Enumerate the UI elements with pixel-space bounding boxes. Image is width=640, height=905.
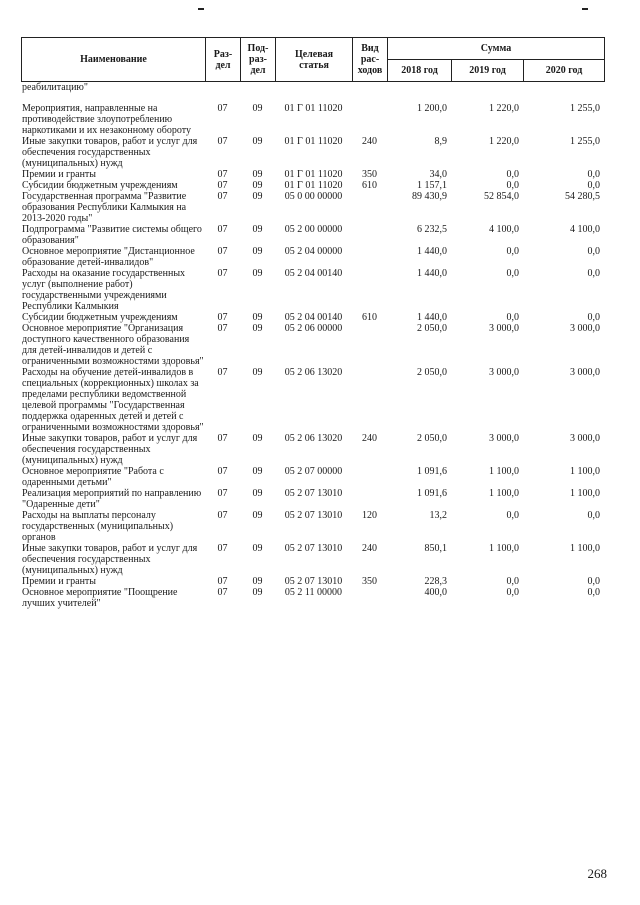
row-podrazdel: 09 xyxy=(252,246,263,257)
row-sum-2019: 3 000,0 xyxy=(489,323,519,334)
row-sum-2019: 0,0 xyxy=(506,510,519,521)
row-expense-type: 240 xyxy=(362,543,377,554)
row-target-article: 05 2 07 13010 xyxy=(284,510,343,521)
row-sum-2018: 1 091,6 xyxy=(417,466,447,477)
row-sum-2018: 1 091,6 xyxy=(417,488,447,499)
row-target-article: 05 2 06 13020 xyxy=(284,433,343,444)
carry-over-text: реабилитацию" xyxy=(22,82,88,93)
row-target-article: 05 2 04 00140 xyxy=(284,312,343,323)
header-summa: Сумма xyxy=(388,38,605,60)
row-sum-2019: 1 220,0 xyxy=(489,103,519,114)
row-name: Государственная программа "Развитие образования Республики Калмыкия на 2013-2020 годы" xyxy=(22,191,187,224)
row-name: Основное мероприятие "Организация доступного качественного образования для детей-инвалидов и детей с ограниченными возможностями здоровья" xyxy=(22,323,204,367)
row-sum-2019: 0,0 xyxy=(506,246,519,257)
carry-over-row xyxy=(21,82,604,93)
row-sum-2020: 54 280,5 xyxy=(565,191,600,202)
row-expense-type xyxy=(352,224,387,246)
row-podrazdel: 09 xyxy=(252,323,263,334)
row-podrazdel: 09 xyxy=(252,488,263,499)
row-sum-2018: 1 157,1 xyxy=(417,180,447,191)
row-sum-2020: 0,0 xyxy=(587,587,600,598)
row-sum-2019: 0,0 xyxy=(506,169,519,180)
row-sum-2018: 2 050,0 xyxy=(417,367,447,378)
row-name: Премии и гранты xyxy=(22,169,97,180)
row-sum-2020: 4 100,0 xyxy=(570,224,600,235)
header-target: Целевая статья xyxy=(276,38,353,82)
row-sum-2019: 1 100,0 xyxy=(489,488,519,499)
row-name: Мероприятия, направленные на противодействие злоупотреблению наркотиками и их незаконному обороту xyxy=(22,103,191,136)
row-razdel: 07 xyxy=(217,312,228,323)
row-expense-type xyxy=(352,367,387,433)
row-sum-2019: 3 000,0 xyxy=(489,433,519,444)
row-podrazdel: 09 xyxy=(252,543,263,554)
row-name: Подпрограмма "Развитие системы общего образования" xyxy=(22,224,202,246)
row-razdel: 07 xyxy=(217,466,228,477)
row-razdel: 07 xyxy=(217,169,228,180)
row-name: Основное мероприятие "Работа с одаренными детьми" xyxy=(22,466,164,488)
table-body xyxy=(21,103,604,609)
row-razdel: 07 xyxy=(217,268,228,279)
table-row xyxy=(21,323,604,367)
table-row xyxy=(21,191,604,224)
header-2020: 2020 год xyxy=(524,60,605,82)
row-razdel: 07 xyxy=(217,587,228,598)
row-podrazdel: 09 xyxy=(252,433,263,444)
row-name: Иные закупки товаров, работ и услуг для обеспечения государственных (муниципальных) нужд xyxy=(22,433,198,466)
table-row xyxy=(21,180,604,191)
row-razdel: 07 xyxy=(217,543,228,554)
table-row xyxy=(21,169,604,180)
table-row xyxy=(21,136,604,169)
row-expense-type xyxy=(352,191,387,224)
row-expense-type xyxy=(352,323,387,367)
row-target-article: 05 2 04 00000 xyxy=(284,246,343,257)
row-podrazdel: 09 xyxy=(252,180,263,191)
row-sum-2018: 1 440,0 xyxy=(417,268,447,279)
row-razdel: 07 xyxy=(217,180,228,191)
row-sum-2019: 0,0 xyxy=(506,268,519,279)
row-sum-2020: 0,0 xyxy=(587,312,600,323)
row-sum-2020: 3 000,0 xyxy=(570,323,600,334)
row-sum-2020: 0,0 xyxy=(587,246,600,257)
row-podrazdel: 09 xyxy=(252,268,263,279)
table-row xyxy=(21,103,604,136)
row-sum-2019: 1 220,0 xyxy=(489,136,519,147)
row-podrazdel: 09 xyxy=(252,367,263,378)
row-podrazdel: 09 xyxy=(252,510,263,521)
header-2019: 2019 год xyxy=(452,60,524,82)
row-sum-2018: 400,0 xyxy=(424,587,447,598)
row-podrazdel: 09 xyxy=(252,169,263,180)
table-row xyxy=(21,312,604,323)
row-expense-type: 350 xyxy=(362,169,377,180)
row-sum-2020: 0,0 xyxy=(587,180,600,191)
table-row xyxy=(21,433,604,466)
row-sum-2018: 2 050,0 xyxy=(417,433,447,444)
table-row xyxy=(21,246,604,268)
row-target-article: 01 Г 01 11020 xyxy=(284,103,343,114)
table-row xyxy=(21,587,604,609)
table-row xyxy=(21,576,604,587)
row-expense-type: 610 xyxy=(362,180,377,191)
table-row xyxy=(21,466,604,488)
row-target-article: 05 2 07 13010 xyxy=(284,488,343,499)
row-sum-2018: 34,0 xyxy=(429,169,447,180)
row-sum-2018: 1 440,0 xyxy=(417,312,447,323)
table-row xyxy=(21,367,604,433)
row-sum-2019: 0,0 xyxy=(506,180,519,191)
top-mark-right xyxy=(582,8,588,10)
row-target-article: 05 2 04 00140 xyxy=(284,268,343,279)
row-razdel: 07 xyxy=(217,191,228,202)
row-name: Основное мероприятие "Поощрение лучших учителей" xyxy=(22,587,178,609)
table-row xyxy=(21,224,604,246)
row-razdel: 07 xyxy=(217,246,228,257)
row-target-article: 05 2 00 00000 xyxy=(284,224,343,235)
row-sum-2018: 6 232,5 xyxy=(417,224,447,235)
row-sum-2018: 89 430,9 xyxy=(412,191,447,202)
row-podrazdel: 09 xyxy=(252,587,263,598)
row-expense-type: 350 xyxy=(362,576,377,587)
row-razdel: 07 xyxy=(217,224,228,235)
header-name: Наименование xyxy=(22,38,206,82)
header-2018: 2018 год xyxy=(388,60,452,82)
row-podrazdel: 09 xyxy=(252,136,263,147)
row-sum-2019: 4 100,0 xyxy=(489,224,519,235)
header-razdel: Раз- дел xyxy=(206,38,241,82)
table-header xyxy=(21,37,605,82)
row-sum-2020: 1 255,0 xyxy=(570,103,600,114)
row-sum-2019: 52 854,0 xyxy=(484,191,519,202)
row-name: Основное мероприятие "Дистанционное образование детей-инвалидов" xyxy=(22,246,195,268)
row-expense-type: 120 xyxy=(362,510,377,521)
row-target-article: 05 2 07 13010 xyxy=(284,543,343,554)
row-target-article: 05 2 06 00000 xyxy=(284,323,343,334)
row-sum-2018: 13,2 xyxy=(429,510,447,521)
row-sum-2019: 0,0 xyxy=(506,576,519,587)
row-expense-type xyxy=(352,466,387,488)
row-target-article: 01 Г 01 11020 xyxy=(284,169,343,180)
row-sum-2020: 1 100,0 xyxy=(570,488,600,499)
row-sum-2019: 1 100,0 xyxy=(489,466,519,477)
row-razdel: 07 xyxy=(217,488,228,499)
row-expense-type: 240 xyxy=(362,136,377,147)
row-name: Иные закупки товаров, работ и услуг для обеспечения государственных (муниципальных) нужд xyxy=(22,543,198,576)
row-razdel: 07 xyxy=(217,103,228,114)
row-sum-2018: 1 200,0 xyxy=(417,103,447,114)
row-expense-type xyxy=(352,587,387,609)
budget-table-page xyxy=(21,37,604,609)
row-sum-2020: 1 255,0 xyxy=(570,136,600,147)
row-sum-2020: 0,0 xyxy=(587,169,600,180)
row-razdel: 07 xyxy=(217,367,228,378)
row-expense-type xyxy=(352,246,387,268)
row-razdel: 07 xyxy=(217,576,228,587)
page-number: 268 xyxy=(587,866,607,881)
row-target-article: 01 Г 01 11020 xyxy=(284,180,343,191)
header-podrazdel: Под- раз- дел xyxy=(241,38,276,82)
row-sum-2018: 2 050,0 xyxy=(417,323,447,334)
row-razdel: 07 xyxy=(217,510,228,521)
row-sum-2019: 0,0 xyxy=(506,312,519,323)
row-name: Субсидии бюджетным учреждениям xyxy=(22,312,178,323)
row-podrazdel: 09 xyxy=(252,466,263,477)
row-podrazdel: 09 xyxy=(252,312,263,323)
row-podrazdel: 09 xyxy=(252,103,263,114)
top-mark-left xyxy=(198,8,204,10)
row-sum-2018: 228,3 xyxy=(424,576,447,587)
table-row xyxy=(21,268,604,312)
row-sum-2018: 8,9 xyxy=(434,136,447,147)
row-target-article: 05 2 06 13020 xyxy=(284,367,343,378)
row-podrazdel: 09 xyxy=(252,224,263,235)
row-expense-type xyxy=(352,268,387,312)
row-sum-2020: 0,0 xyxy=(587,576,600,587)
row-sum-2019: 0,0 xyxy=(506,587,519,598)
row-razdel: 07 xyxy=(217,323,228,334)
table-row xyxy=(21,510,604,543)
row-name: Субсидии бюджетным учреждениям xyxy=(22,180,178,191)
row-sum-2020: 0,0 xyxy=(587,268,600,279)
row-target-article: 05 2 07 13010 xyxy=(284,576,343,587)
row-sum-2020: 3 000,0 xyxy=(570,433,600,444)
row-name: Расходы на обучение детей-инвалидов в специальных (коррекционных) школах за пределами республики ведомственной целевой программы "Государственная поддержка одаренных детей и детей с ограниченными возможностями здоровья" xyxy=(22,367,204,433)
row-expense-type: 240 xyxy=(362,433,377,444)
row-name: Расходы на оказание государственных услуг (выполнение работ) государственными учреждениями Республики Калмыкия xyxy=(22,268,186,312)
table-row xyxy=(21,543,604,576)
row-sum-2020: 1 100,0 xyxy=(570,466,600,477)
row-name: Реализация мероприятий по направлению "Одаренные дети" xyxy=(22,488,202,510)
row-expense-type: 610 xyxy=(362,312,377,323)
row-target-article: 01 Г 01 11020 xyxy=(284,136,343,147)
header-vid: Вид рас- ходов xyxy=(353,38,388,82)
row-sum-2020: 3 000,0 xyxy=(570,367,600,378)
row-target-article: 05 2 11 00000 xyxy=(284,587,343,598)
row-sum-2020: 1 100,0 xyxy=(570,543,600,554)
row-target-article: 05 2 07 00000 xyxy=(284,466,343,477)
row-sum-2019: 3 000,0 xyxy=(489,367,519,378)
row-sum-2019: 1 100,0 xyxy=(489,543,519,554)
row-podrazdel: 09 xyxy=(252,191,263,202)
row-name: Иные закупки товаров, работ и услуг для обеспечения государственных (муниципальных) нужд xyxy=(22,136,198,169)
row-podrazdel: 09 xyxy=(252,576,263,587)
row-sum-2020: 0,0 xyxy=(587,510,600,521)
row-sum-2018: 1 440,0 xyxy=(417,246,447,257)
row-name: Расходы на выплаты персоналу государственных (муниципальных) органов xyxy=(22,510,174,543)
row-target-article: 05 0 00 00000 xyxy=(284,191,343,202)
table-row xyxy=(21,488,604,510)
row-razdel: 07 xyxy=(217,136,228,147)
row-razdel: 07 xyxy=(217,433,228,444)
row-name: Премии и гранты xyxy=(22,576,97,587)
row-expense-type xyxy=(352,103,387,136)
row-expense-type xyxy=(352,488,387,510)
row-sum-2018: 850,1 xyxy=(424,543,447,554)
